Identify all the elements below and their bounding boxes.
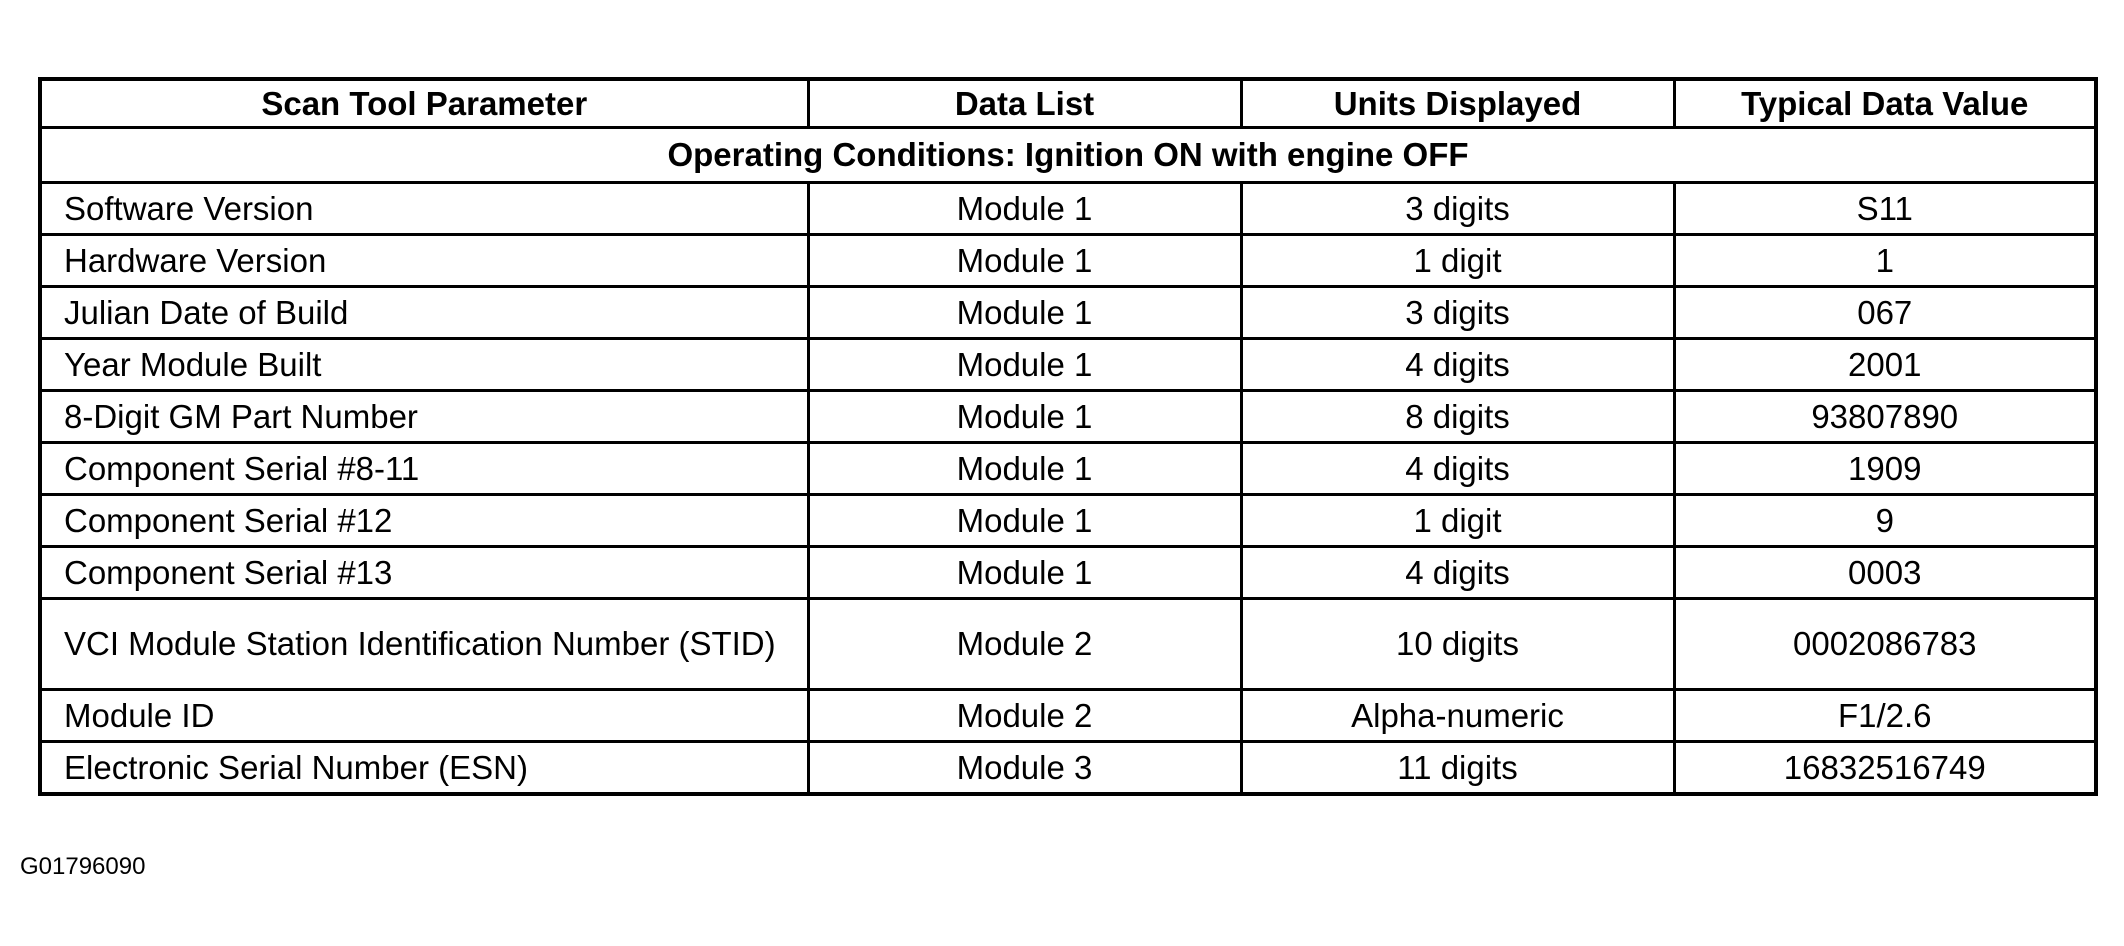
table-row [40, 443, 2096, 495]
data-list-cell: Module 1 [808, 443, 1241, 495]
value-cell: F1/2.6 [1674, 690, 2096, 742]
parameter-cell: 8-Digit GM Part Number [40, 391, 808, 443]
units-cell: 3 digits [1241, 287, 1674, 339]
table-row [40, 391, 2096, 443]
data-list-cell: Module 1 [808, 391, 1241, 443]
table-row [40, 690, 2096, 742]
operating-conditions: Operating Conditions: Ignition ON with engine OFF [40, 128, 2096, 183]
parameter-cell: VCI Module Station Identification Number (STID) [40, 599, 808, 690]
units-cell: 4 digits [1241, 547, 1674, 599]
data-list-cell: Module 1 [808, 287, 1241, 339]
value-cell: S11 [1674, 183, 2096, 235]
figure-id: G01796090 [20, 853, 146, 880]
data-list-cell: Module 1 [808, 235, 1241, 287]
units-cell: 1 digit [1241, 235, 1674, 287]
scan-tool-data-table [38, 77, 2098, 796]
units-cell: 3 digits [1241, 183, 1674, 235]
header-data-list: Data List [808, 79, 1241, 128]
parameter-cell: Component Serial #8-11 [40, 443, 808, 495]
data-list-cell: Module 2 [808, 599, 1241, 690]
units-cell: 11 digits [1241, 742, 1674, 795]
data-list-cell: Module 1 [808, 547, 1241, 599]
table-row [40, 287, 2096, 339]
table-row [40, 742, 2096, 795]
operating-conditions-row [40, 128, 2096, 183]
value-cell: 0003 [1674, 547, 2096, 599]
header-units-displayed: Units Displayed [1241, 79, 1674, 128]
parameter-cell: Module ID [40, 690, 808, 742]
parameter-cell: Software Version [40, 183, 808, 235]
table-row [40, 183, 2096, 235]
parameter-cell: Year Module Built [40, 339, 808, 391]
value-cell: 93807890 [1674, 391, 2096, 443]
table-row [40, 547, 2096, 599]
units-cell: 4 digits [1241, 339, 1674, 391]
value-cell: 2001 [1674, 339, 2096, 391]
data-list-cell: Module 3 [808, 742, 1241, 795]
value-cell: 16832516749 [1674, 742, 2096, 795]
value-cell: 0002086783 [1674, 599, 2096, 690]
data-list-cell: Module 1 [808, 339, 1241, 391]
parameter-cell: Hardware Version [40, 235, 808, 287]
units-cell: Alpha-numeric [1241, 690, 1674, 742]
data-list-cell: Module 1 [808, 183, 1241, 235]
value-cell: 9 [1674, 495, 2096, 547]
table-row [40, 599, 2096, 690]
table-row [40, 235, 2096, 287]
header-typical-data-value: Typical Data Value [1674, 79, 2096, 128]
table-row [40, 339, 2096, 391]
parameter-cell: Julian Date of Build [40, 287, 808, 339]
table-row [40, 495, 2096, 547]
units-cell: 1 digit [1241, 495, 1674, 547]
units-cell: 8 digits [1241, 391, 1674, 443]
data-list-cell: Module 2 [808, 690, 1241, 742]
table-header-row [40, 79, 2096, 128]
header-scan-tool-parameter: Scan Tool Parameter [40, 79, 808, 128]
units-cell: 10 digits [1241, 599, 1674, 690]
value-cell: 1909 [1674, 443, 2096, 495]
value-cell: 067 [1674, 287, 2096, 339]
units-cell: 4 digits [1241, 443, 1674, 495]
parameter-cell: Electronic Serial Number (ESN) [40, 742, 808, 795]
parameter-cell: Component Serial #13 [40, 547, 808, 599]
parameter-cell: Component Serial #12 [40, 495, 808, 547]
value-cell: 1 [1674, 235, 2096, 287]
data-list-cell: Module 1 [808, 495, 1241, 547]
